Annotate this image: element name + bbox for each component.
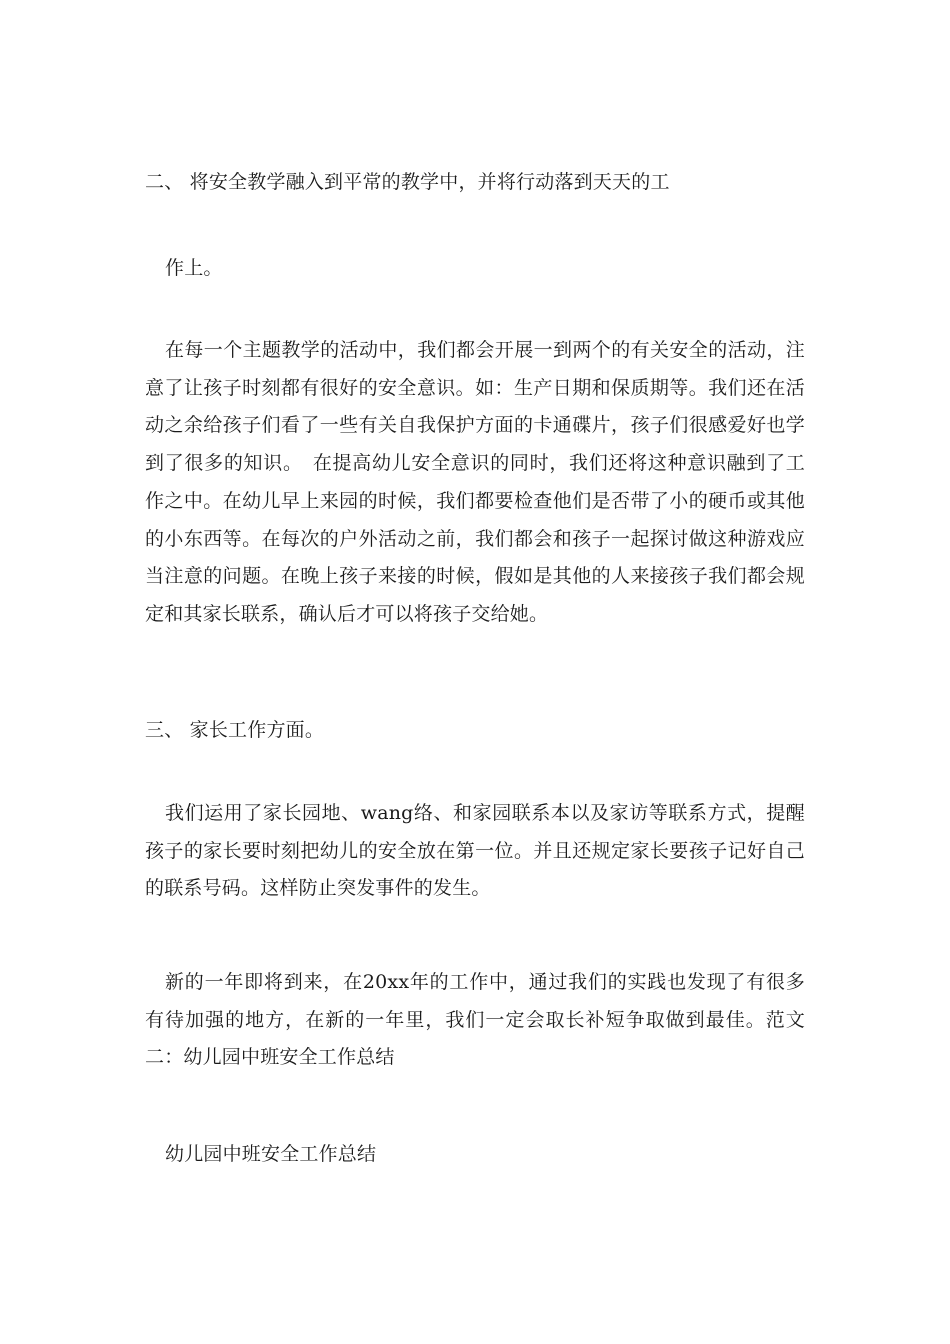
section-heading-two: 二、 将安全教学融入到平常的教学中，并将行动落到天天的工 — [145, 171, 670, 193]
paragraph-safety-activities: 在每一个主题教学的活动中，我们都会开展一到两个的有关安全的活动，注意了让孩子时刻都有很好的安全意识。如：生产日期和保质期等。我们还在活动之余给孩子们看了一些有关自我保护方面的卡通碟片，孩子们很感爱好也学到了很多的知识。 在提高幼儿安全意识的同时，我们还将这种意识融到了工作之中。在幼儿早上来园的时候，我们都要检查他们是否带了小的硬币或其他的小东西等。在每次的户外活动之前，我们都会和孩子一起探讨做这种游戏应当注意的问题。在晚上孩子来接的时候，假如是其他的人来接孩子我们都会规定和其家长联系，确认后才可以将孩子交给她。 — [145, 339, 805, 625]
section-heading-two-continuation: 作上。 — [165, 257, 223, 279]
paragraph-new-year: 新的一年即将到来，在20xx年的工作中，通过我们的实践也发现了有很多有待加强的地方，在新的一年里，我们一定会取长补短争取做到最佳。范文二：幼儿园中班安全工作总结 — [145, 971, 805, 1069]
document-title-line: 幼儿园中班安全工作总结 — [165, 1143, 377, 1165]
paragraph-parent-work: 我们运用了家长园地、wang络、和家园联系本以及家访等联系方式，提醒孩子的家长要时刻把幼儿的安全放在第一位。并且还规定家长要孩子记好自己的联系号码。这样防止突发事件的发生。 — [145, 802, 805, 900]
section-heading-three: 三、 家长工作方面。 — [145, 719, 325, 741]
